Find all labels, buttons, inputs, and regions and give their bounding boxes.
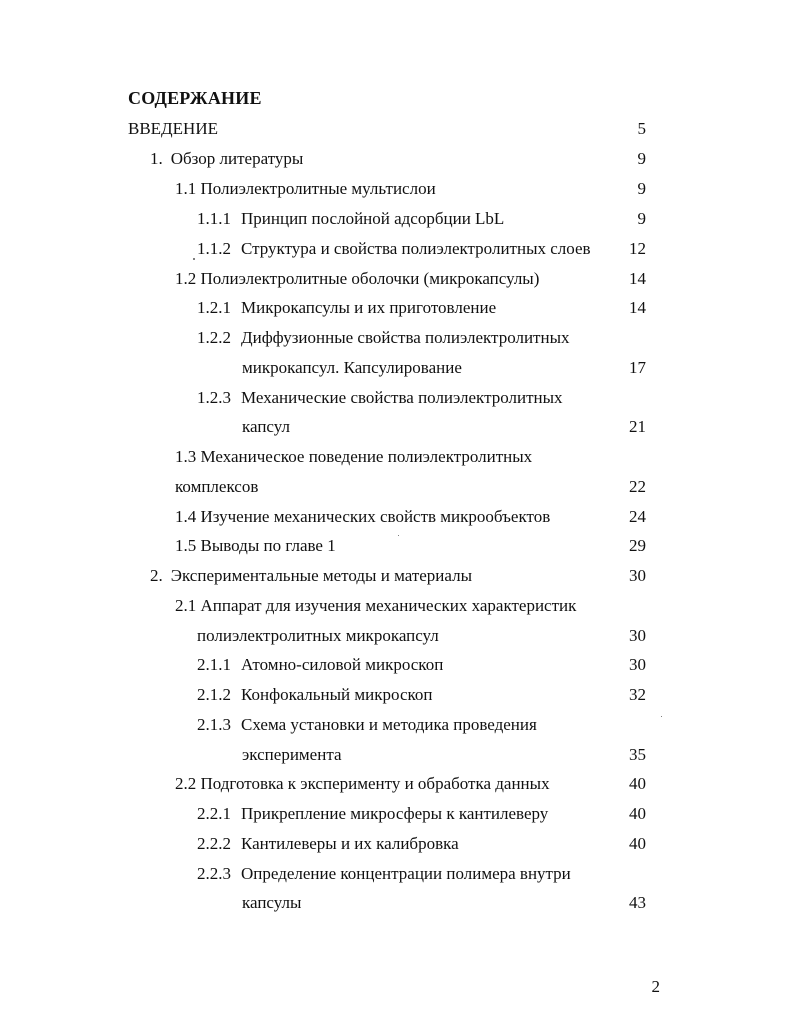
toc-entry-title: Подготовка к эксперименту и обработка данных <box>200 774 550 793</box>
toc-page-number: 32 <box>629 685 646 704</box>
toc-entry-section-1-5 <box>175 535 336 557</box>
toc-entry-title: Диффузионные свойства полиэлектролитных <box>241 328 570 347</box>
toc-entry-number: 2. <box>150 566 163 585</box>
toc-page-number: 14 <box>629 269 646 288</box>
toc-page-number: 9 <box>637 149 646 168</box>
toc-entry-subsection-1-2-3 <box>197 387 563 409</box>
toc-page-number: 30 <box>629 655 646 674</box>
toc-entry-section-1-3 <box>175 446 532 468</box>
toc-entry-title: Микрокапсулы и их приготовление <box>241 298 497 317</box>
toc-entry-continuation <box>242 357 462 379</box>
toc-entry-title: Экспериментальные методы и материалы <box>170 566 472 585</box>
toc-heading: СОДЕРЖАНИЕ <box>128 88 262 108</box>
toc-page-number: 14 <box>629 298 646 317</box>
toc-page-number: 30 <box>629 566 646 585</box>
toc-entry-title-continued: полиэлектролитных микрокапсул <box>197 626 439 645</box>
toc-entry-number: 1.4 <box>175 507 197 526</box>
toc-page-number: 9 <box>637 209 646 228</box>
toc-entry-number: 1.2.2 <box>197 328 231 347</box>
toc-entry-number: 2.2.1 <box>197 804 231 823</box>
toc-page-number: 43 <box>629 893 646 912</box>
toc-entry-subsection-1-2-2 <box>197 327 570 349</box>
toc-entry-title: Изучение механических свойств микрообъектов <box>200 507 551 526</box>
toc-page-number: 30 <box>629 626 646 645</box>
toc-page-number: 29 <box>629 536 646 555</box>
toc-page-number: 40 <box>629 774 646 793</box>
toc-entry-title: Полиэлектролитные мультислои <box>200 179 436 198</box>
toc-entry-introduction <box>128 118 218 140</box>
toc-entry-number: 2.1.3 <box>197 715 231 734</box>
toc-entry-subsection-2-1-1 <box>197 654 443 676</box>
toc-entry-subsection-1-2-1 <box>197 297 496 319</box>
toc-entry-continuation <box>197 625 439 647</box>
toc-entry-subsection-2-1-2 <box>197 684 432 706</box>
toc-entry-number: 1.5 <box>175 536 197 555</box>
toc-page-number: 40 <box>629 804 646 823</box>
toc-entry-title: Структура и свойства полиэлектролитных слоев <box>241 239 591 258</box>
toc-entry-number: 1.2.3 <box>197 388 231 407</box>
toc-page-number: 9 <box>637 179 646 198</box>
toc-entry-title: Атомно-силовой микроскоп <box>241 655 444 674</box>
toc-entry-title-continued: микрокапсул. Капсулирование <box>242 358 462 377</box>
toc-entry-number: 1.1 <box>175 179 197 198</box>
toc-entry-section-1-1 <box>175 178 436 200</box>
toc-entry-subsection-2-2-1 <box>197 803 548 825</box>
toc-page-number: 24 <box>629 507 646 526</box>
toc-entry-section-1-2 <box>175 268 539 290</box>
toc-entry-number: 1. <box>150 149 163 168</box>
toc-entry-title: Принцип послойной адсорбции LbL <box>241 209 505 228</box>
toc-entry-number: 1.1.2 <box>197 239 231 258</box>
toc-entry-continuation <box>242 416 290 438</box>
toc-entry-number: 2.2.2 <box>197 834 231 853</box>
toc-entry-subsection-2-1-3 <box>197 714 537 736</box>
toc-entry-number: 1.2 <box>175 269 197 288</box>
toc-entry-subsection-1-1-1 <box>197 208 504 230</box>
toc-entry-title: Прикрепление микросферы к кантилеверу <box>241 804 549 823</box>
toc-entry-title: Кантилеверы и их калибровка <box>241 834 459 853</box>
toc-entry-subsection-2-2-3 <box>197 863 571 885</box>
toc-entry-title-continued: капсулы <box>242 893 302 912</box>
toc-entry-title: Механическое поведение полиэлектролитных <box>200 447 533 466</box>
scan-speck <box>193 258 195 260</box>
toc-entry-title: Механические свойства полиэлектролитных <box>241 388 563 407</box>
toc-entry-number: 2.1.2 <box>197 685 231 704</box>
toc-entry-title: Аппарат для изучения механических характеристик <box>200 596 577 615</box>
toc-entry-number: 1.2.1 <box>197 298 231 317</box>
toc-entry-title-continued: комплексов <box>175 477 259 496</box>
toc-entry-title: ВВЕДЕНИЕ <box>128 119 218 138</box>
toc-entry-number: 2.2 <box>175 774 197 793</box>
toc-entry-title: Полиэлектролитные оболочки (микрокапсулы) <box>200 269 540 288</box>
toc-page-number: 40 <box>629 834 646 853</box>
toc-page-number: 35 <box>629 745 646 764</box>
scan-speck <box>661 716 662 717</box>
toc-entry-section-2-2 <box>175 773 550 795</box>
toc-entry-title-continued: капсул <box>242 417 290 436</box>
toc-entry-title-continued: эксперимента <box>242 745 342 764</box>
toc-entry-number: 1.3 <box>175 447 197 466</box>
toc-entry-subsection-1-1-2 <box>197 238 591 260</box>
toc-entry-continuation <box>242 744 342 766</box>
toc-entry-section-2-1 <box>175 595 576 617</box>
toc-entry-title: Конфокальный микроскоп <box>241 685 433 704</box>
toc-entry-number: 2.2.3 <box>197 864 231 883</box>
toc-entry-subsection-2-2-2 <box>197 833 459 855</box>
toc-entry-continuation <box>242 892 301 914</box>
toc-page-number: 21 <box>629 417 646 436</box>
toc-entry-number: 1.1.1 <box>197 209 231 228</box>
toc-entry-title: Схема установки и методика проведения <box>241 715 537 734</box>
scan-speck <box>398 535 399 536</box>
toc-entry-number: 2.1.1 <box>197 655 231 674</box>
toc-entry-continuation <box>175 476 258 498</box>
toc-page-number: 17 <box>629 358 646 377</box>
page-number: 2 <box>651 977 660 996</box>
toc-entry-title: Выводы по главе 1 <box>200 536 336 555</box>
toc-page-number: 5 <box>637 119 646 138</box>
toc-entry-title: Обзор литературы <box>170 149 304 168</box>
toc-entry-chapter-1 <box>150 148 303 170</box>
toc-page-number: 22 <box>629 477 646 496</box>
toc-page-number: 12 <box>629 239 646 258</box>
toc-entry-number: 2.1 <box>175 596 197 615</box>
toc-entry-title: Определение концентрации полимера внутри <box>241 864 571 883</box>
toc-entry-section-1-4 <box>175 506 550 528</box>
toc-entry-chapter-2 <box>150 565 472 587</box>
